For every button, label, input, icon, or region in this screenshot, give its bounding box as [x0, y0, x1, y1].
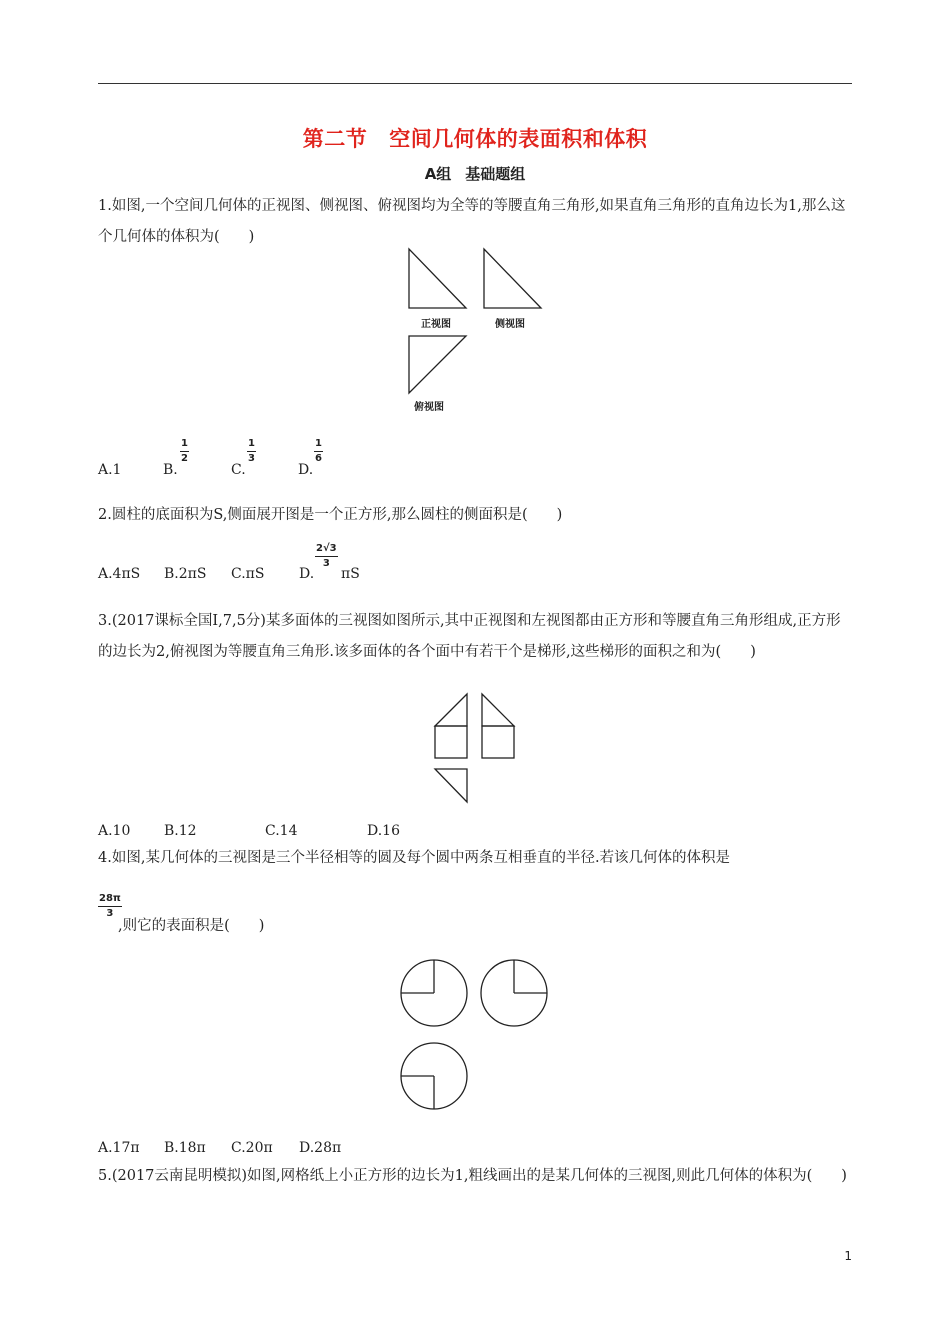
q1-option-d-fraction: $\frac{1}{6}$ [315, 438, 322, 464]
q1-top-view-label: 俯视图 [414, 402, 444, 413]
section-title [0, 123, 950, 153]
group-name: 基础题组 [465, 165, 526, 183]
section-number: 第二节 [302, 127, 368, 151]
group-label: A组 [424, 165, 452, 183]
section-name: 空间几何体的表面积和体积 [389, 127, 648, 151]
q1-option-c[interactable]: C. [231, 462, 246, 478]
question-5-text: 5.(2017云南昆明模拟)如图,网格纸上小正方形的边长为1,粗线画出的是某几何体的三视图,则此几何体的体积为( ) [98, 1168, 847, 1184]
header-rule [98, 83, 852, 84]
q4-option-c[interactable]: C.20π [231, 1140, 273, 1156]
q1-option-d[interactable]: D. [298, 462, 314, 478]
q2-option-a[interactable]: A.4πS [98, 566, 141, 582]
q1-side-view-label: 侧视图 [495, 319, 525, 330]
q4-option-d[interactable]: D.28π [299, 1140, 342, 1156]
q1-front-view-label: 正视图 [421, 319, 451, 330]
q4-option-b[interactable]: B.18π [164, 1140, 206, 1156]
q4-volume-fraction: $\frac{28\pi}{3}$ [99, 893, 121, 919]
q2-option-d-fraction: $\frac{2√3}{3}$ [316, 543, 337, 569]
q3-option-b[interactable]: B.12 [164, 823, 197, 839]
q1-front-view-triangle [409, 249, 466, 308]
q4-option-a[interactable]: A.17π [98, 1140, 140, 1156]
q3-side-view-triangle [482, 694, 514, 726]
q3-option-d[interactable]: D.16 [367, 823, 400, 839]
question-1-text: 1.如图,一个空间几何体的正视图、侧视图、俯视图均为全等的等腰直角三角形,如果直角三角形的直角边长为1,那么这个几何体的体积为( ) [98, 198, 846, 245]
page-number: 1 [844, 1249, 852, 1263]
q4-three-view-figure [396, 955, 556, 1115]
q2-option-b[interactable]: B.2πS [164, 566, 207, 582]
group-heading [0, 163, 950, 184]
q3-front-view-triangle [435, 694, 467, 726]
q3-side-view-square [482, 726, 514, 758]
q1-side-view-triangle [484, 249, 541, 308]
q1-option-b-fraction: $\frac{1}{2}$ [181, 438, 188, 464]
q1-top-view-triangle [409, 336, 466, 393]
q3-option-c[interactable]: C.14 [265, 823, 298, 839]
q1-option-b[interactable]: B. [163, 462, 178, 478]
q1-option-a[interactable]: A.1 [98, 462, 122, 478]
q1-option-c-fraction: $\frac{1}{3}$ [248, 438, 255, 464]
question-4-text-continued: ,则它的表面积是( ) [118, 918, 265, 934]
question-3-text: 3.(2017课标全国Ⅰ,7,5分)某多面体的三视图如图所示,其中正视图和左视图都由正方形和等腰直角三角形组成,正方形的边长为2,俯视图为等腰直角三角形.该多面体的各个面中有若干个是梯形,这些梯形的面积之和为( ) [98, 613, 841, 660]
question-4-text: 4.如图,某几何体的三视图是三个半径相等的圆及每个圆中两条互相垂直的半径.若该几何体的体积是 [98, 850, 731, 866]
q3-front-view-square [435, 726, 467, 758]
q2-option-d-suffix: πS [341, 566, 360, 582]
q3-option-a[interactable]: A.10 [98, 823, 131, 839]
q3-three-view-figure [430, 690, 522, 808]
q2-option-c[interactable]: C.πS [231, 566, 265, 582]
question-2-text: 2.圆柱的底面积为S,侧面展开图是一个正方形,那么圆柱的侧面积是( ) [98, 507, 563, 523]
q2-option-d[interactable]: D. [299, 566, 315, 582]
q3-top-view-triangle [435, 769, 467, 802]
